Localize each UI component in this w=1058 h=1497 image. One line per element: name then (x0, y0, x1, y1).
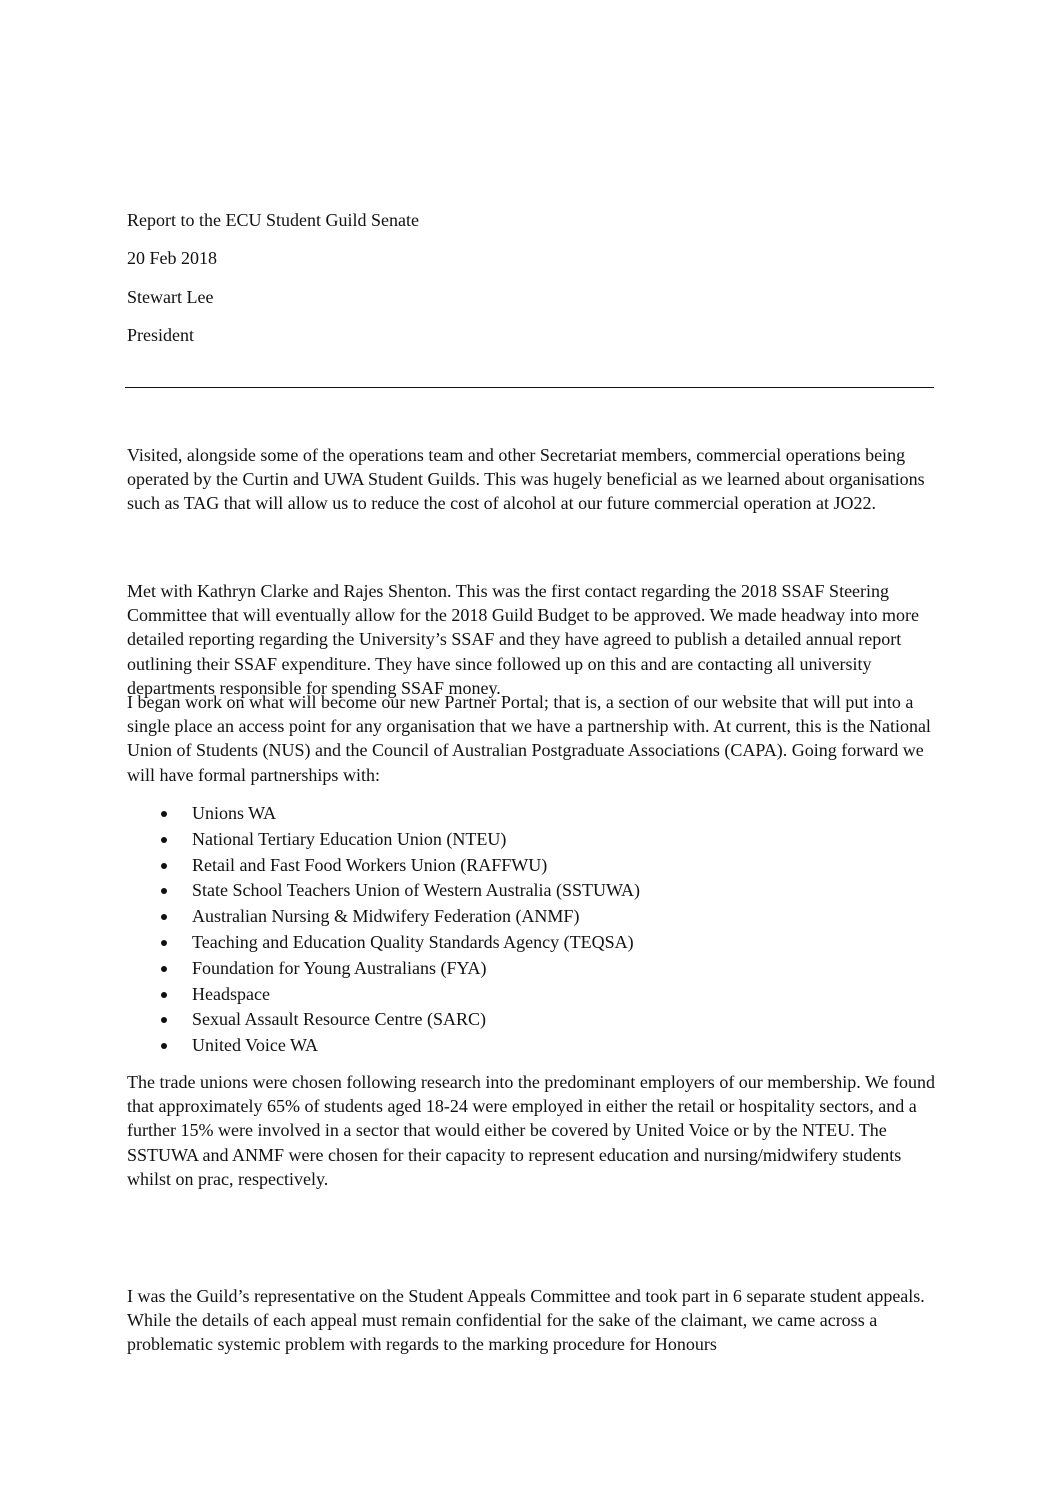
partner-list (127, 801, 907, 1059)
report-author-role: President (127, 325, 194, 345)
partner-name: United Voice WA (192, 1035, 318, 1056)
bullet-icon (161, 966, 167, 972)
bullet-icon (161, 811, 167, 817)
bullet-icon (161, 863, 167, 869)
report-author: Stewart Lee (127, 287, 214, 307)
bullet-icon (161, 837, 167, 843)
header-divider (125, 387, 934, 388)
list-item (127, 853, 907, 879)
bullet-icon (161, 992, 167, 998)
paragraph-partner-portal: I began work on what will become our new Partner Portal; that is, a section of our website that will put into a single place an access point for any organisation that we have a partnership with. At current, this is the National Union of Students (NUS) and the Council of Australian Postgraduate Associations (CAPA). Going forward we will have formal partnerships with: (127, 692, 931, 785)
partner-name: National Tertiary Education Union (NTEU) (192, 828, 507, 849)
list-item (127, 1007, 907, 1033)
list-item (127, 930, 907, 956)
bullet-icon (161, 1043, 167, 1049)
paragraph-trade-unions: The trade unions were chosen following research into the predominant employers of our membership. We found that approximately 65% of students aged 18-24 were employed in either the retail or hospitality sectors, and a further 15% were involved in a sector that would either be covered by United Voice or by the NTEU. The SSTUWA and ANMF were chosen for their capacity to represent education and nursing/midwifery students whilst on prac, respectively. (127, 1072, 935, 1189)
partner-name: Australian Nursing & Midwifery Federation (ANMF) (192, 906, 580, 927)
list-item (127, 1033, 907, 1059)
partner-name: Headspace (192, 983, 270, 1004)
bullet-icon (161, 1017, 167, 1023)
partner-name: Sexual Assault Resource Centre (SARC) (192, 1009, 486, 1030)
list-item (127, 801, 907, 827)
report-date: 20 Feb 2018 (127, 248, 217, 268)
partner-name: State School Teachers Union of Western Australia (SSTUWA) (192, 880, 641, 901)
bullet-icon (161, 940, 167, 946)
list-item (127, 904, 907, 930)
partner-name: Unions WA (192, 803, 277, 823)
partner-name: Retail and Fast Food Workers Union (RAFFWU) (192, 854, 548, 875)
partner-name: Foundation for Young Australians (FYA) (192, 957, 487, 978)
paragraph-commercial-operations: Visited, alongside some of the operations team and other Secretariat members, commercial operations being operated by the Curtin and UWA Student Guilds. This was hugely beneficial as we learned about organisations such as TAG that will allow us to reduce the cost of alcohol at our future commercial operation at JO22. (127, 445, 925, 514)
bullet-icon (161, 888, 167, 894)
partner-name: Teaching and Education Quality Standards Agency (TEQSA) (192, 931, 634, 952)
paragraph-student-appeals: I was the Guild’s representative on the Student Appeals Committee and took part in 6 separate student appeals. While the details of each appeal must remain confidential for the sake of the claimant, we came across a problematic systemic problem with regards to the marking procedure for Honours (127, 1286, 925, 1355)
list-item (127, 827, 907, 853)
bullet-icon (161, 914, 167, 920)
list-item (127, 956, 907, 982)
list-item (127, 982, 907, 1008)
report-title: Report to the ECU Student Guild Senate (127, 210, 419, 230)
list-item (127, 878, 907, 904)
paragraph-ssaf-meeting: Met with Kathryn Clarke and Rajes Shenton. This was the first contact regarding the 2018 SSAF Steering Committee that will eventually allow for the 2018 Guild Budget to be approved. We made headway into more detailed reporting regarding the University’s SSAF and they have agreed to publish a detailed annual report outlining their SSAF expenditure. They have since followed up on this and are contacting all university departments responsible for spending SSAF money. (127, 581, 920, 698)
